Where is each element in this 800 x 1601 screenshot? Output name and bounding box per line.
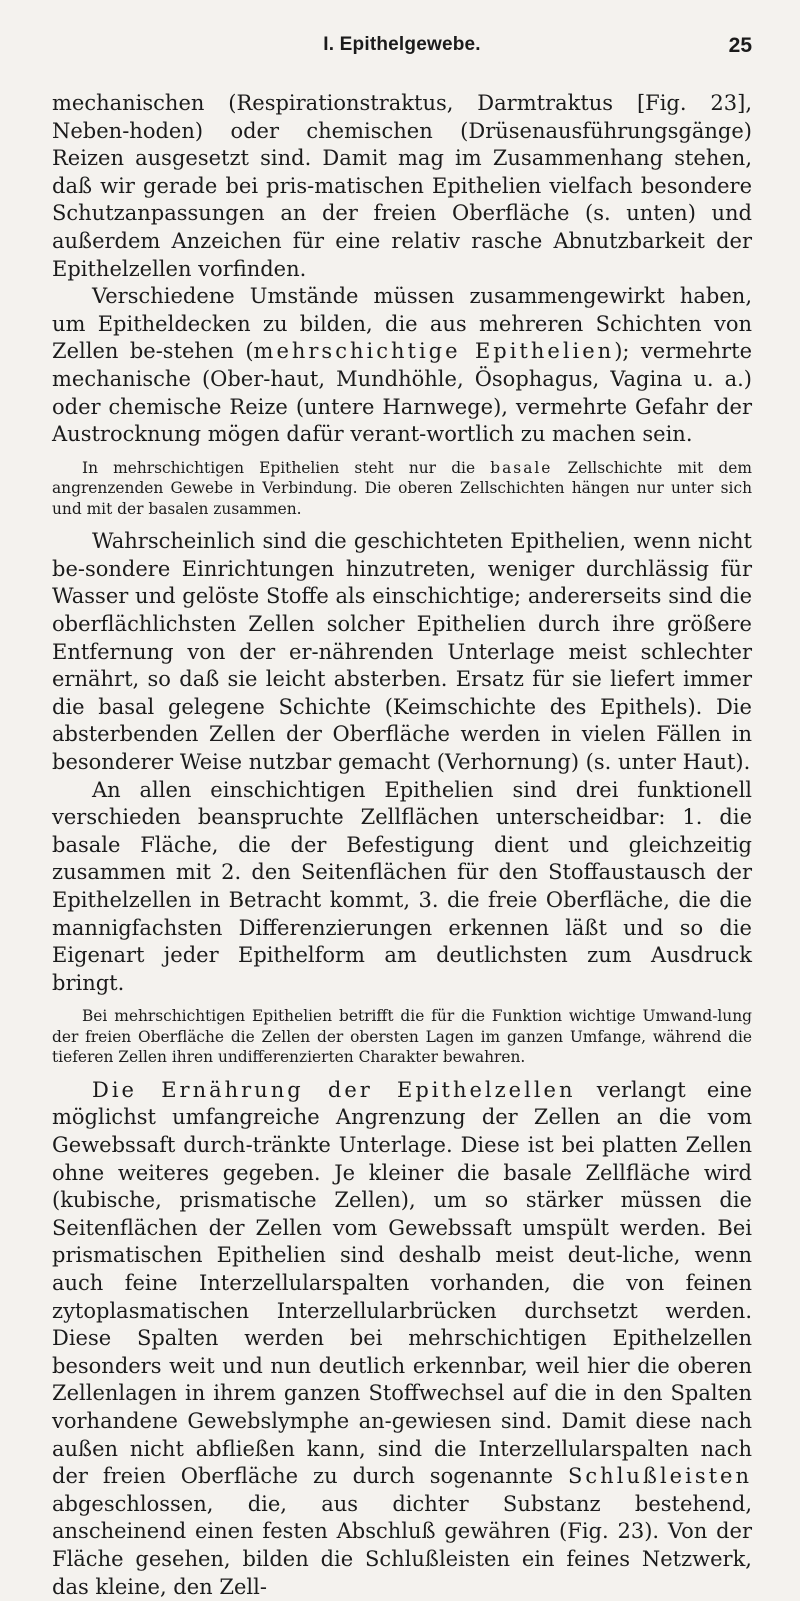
chapter-title: I. Epithelgewebe. (323, 34, 481, 55)
emphasized-term: mehrschichtige Epithelien (253, 339, 615, 364)
emphasized-term: Die Ernährung der Epithelzellen (92, 1077, 576, 1102)
page-number: 25 (728, 34, 752, 57)
text-span: Zellschichte mit dem angrenzenden Gewebe in Verbindung. Die oberen Zellschichten hängen nur unter sich und mit der basalen zusammen. (52, 458, 752, 518)
book-page (52, 34, 752, 1601)
text-span: Verschiedene Umstände müssen zusammengewirkt haben, um Epitheldecken zu bilden, die aus mehreren Schichten von Zellen be-stehen ( (52, 284, 752, 364)
emphasized-term: Schlußleisten (568, 1464, 752, 1489)
emphasized-term: basale (490, 458, 553, 477)
paragraph-geschichtete-epithelien: Wahrscheinlich sind die geschichteten Epithelien, wenn nicht be-sondere Einrichtungen hinzutreten, weniger durchlässig für Wasser und gelöste Stoffe als einschichtige; andererseits sind die oberflächlichsten Zellen solcher Epithelien durch ihre größere Entfernung von der er-nährenden Unterlage meist schlechter ernährt, so daß sie leicht absterben. Ersatz für sie liefert immer die basal gelegene Schichte (Keimschichte des Epithels). Die absterbenden Zellen der Oberfläche werden in vielen Fällen in besonderer Weise nutzbar gemacht (Verhornung) (s. unter Haut). (52, 529, 752, 774)
small-print-note-oberflaeche: Bei mehrschichtigen Epithelien betrifft die für die Funktion wichtige Umwand-lung der freien Oberfläche die Zellen der obersten Lagen im ganzen Umfange, während die tieferen Zellen ihren undifferenzierten Charakter bewahren. (52, 1007, 752, 1067)
paragraph-mehrschichtige (52, 283, 752, 449)
paragraph-zellflaechen: An allen einschichtigen Epithelien sind drei funktionell verschieden beanspruchte Zellflächen unterscheidbar: 1. die basale Fläche, die der Befestigung dient und gleichzeitig zusammen mit 2. den Seitenflächen für den Stoffaustausch der Epithelzellen in Betracht kommt, 3. die freie Oberfläche, die die mannigfachsten Differenzierungen erkennen läßt und so die Eigenart jeder Epithelform am deutlichsten zum Ausdruck bringt. (52, 777, 752, 995)
text-span: In mehrschichtigen Epithelien steht nur die (82, 458, 491, 477)
paragraph-ernaehrung (52, 1077, 752, 1601)
text-span: ); vermehrte mechanische (Ober-haut, Mundhöhle, Ösophagus, Vagina u. a.) oder chemische Reize (untere Harnwege), vermehrte Gefahr der Austrocknung mögen dafür verant-wortlich zu machen sein. (52, 339, 753, 447)
paragraph-intro: mechanischen (Respirationstraktus, Darmtraktus [Fig. 23], Neben-hoden) oder chemischen (Drüsenausführungsgänge) Reizen ausgesetzt sind. Damit mag im Zusammenhang stehen, daß wir gerade bei pris-matischen Epithelien vielfach besondere Schutzanpassungen an der freien Oberfläche (s. unten) und außerdem Anzeichen für eine relativ rasche Abnutzbarkeit der Epithelzellen vorfinden. (52, 91, 752, 281)
running-header (52, 34, 752, 90)
small-print-note-basal (52, 458, 752, 520)
text-span: verlangt eine möglichst umfangreiche Angrenzung der Zellen an die vom Gewebssaft durch-tränkte Unterlage. Diese ist bei platten Zellen ohne weiteres gegeben. Je kleiner die basale Zellfläche wird (kubische, prismatische Zellen), um so stärker müssen die Seitenflächen der Zellen vom Gewebssaft umspült werden. Bei prismatischen Epithelien sind deshalb meist deut-liche, wenn auch feine Interzellularspalten vorhanden, die von feinen zytoplasmatischen Interzellularbrücken durchsetzt werden. Diese Spalten werden bei mehrschichtigen Epithelzellen besonders weit und nun deutlich erkennbar, weil hier die oberen Zellenlagen in ihrem ganzen Stoffwechsel auf die in den Spalten vorhandene Gewebslymphe an-gewiesen sind. Damit diese nach außen nicht abfließen kann, sind die Interzellularspalten nach der freien Oberfläche zu durch sogenannte (52, 1077, 753, 1489)
text-span: abgeschlossen, die, aus dichter Substanz bestehend, anscheinend einen festen Abschluß gewähren (Fig. 23). Von der Fläche gesehen, bilden die Schlußleisten ein feines Netzwerk, das kleine, den Zell- (52, 1491, 752, 1599)
